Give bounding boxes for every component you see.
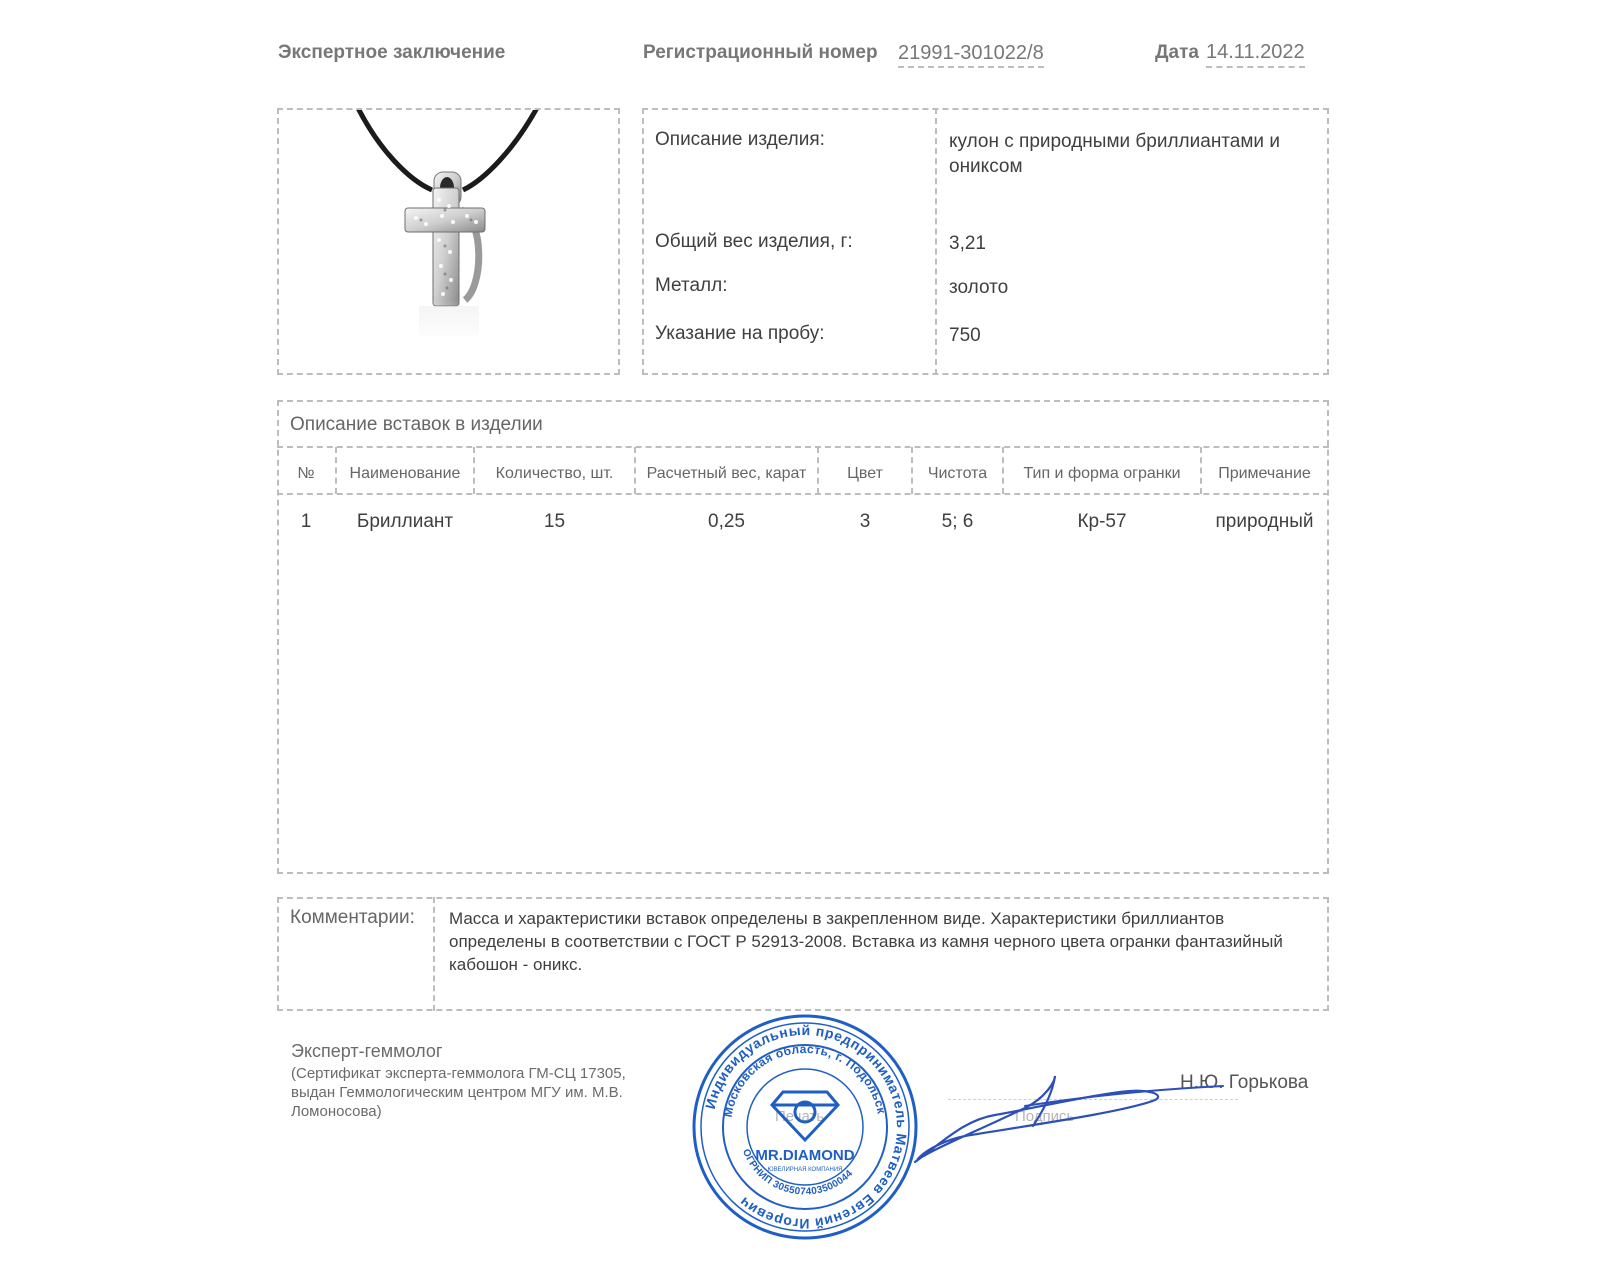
cross-pendant-image <box>279 110 618 373</box>
svg-text:Индивидуальный предприниматель: Индивидуальный предприниматель Матвеев Евгений Игоревич <box>701 1021 911 1233</box>
table-cell-cut: Кр-57 <box>1077 511 1127 532</box>
svg-text:ЮВЕЛИРНАЯ КОМПАНИЯ: ЮВЕЛИРНАЯ КОМПАНИЯ <box>767 1167 843 1173</box>
item-weight-value: 3,21 <box>949 233 986 254</box>
column-header-cut: Тип и форма огранки <box>1023 465 1181 482</box>
column-header-note: Примечание <box>1218 465 1311 482</box>
comments-divider <box>433 897 435 1011</box>
item-hallmark-label: Указание на пробу: <box>655 323 825 344</box>
item-description-value: кулон с природными бриллиантами и ониксом <box>949 131 1280 177</box>
item-description-label: Описание изделия: <box>655 129 825 150</box>
comments-label: Комментарии: <box>290 907 415 928</box>
item-weight-label: Общий вес изделия, г: <box>655 231 853 252</box>
registration-number-value: 21991-301022/8 <box>898 42 1044 68</box>
column-header-name: Наименование <box>349 465 461 482</box>
table-cell-quantity: 15 <box>543 511 566 532</box>
signature-label: Подпись <box>1015 1108 1075 1125</box>
column-header-number: № <box>297 465 315 482</box>
table-cell-color: 3 <box>859 511 871 532</box>
table-cell-weight: 0,25 <box>708 511 745 532</box>
expert-certificate-note: (Сертификат эксперта-геммолога ГМ-СЦ 17305, выдан Геммологическим центром МГУ им. М.В. Ломоносова) <box>291 1065 626 1120</box>
item-metal-value: золото <box>949 277 1009 298</box>
expert-title: Эксперт-геммолог <box>291 1041 443 1061</box>
column-header-weight: Расчетный вес, карат <box>646 465 807 482</box>
handwritten-signature <box>905 1070 1245 1170</box>
comments-text: Масса и характеристики вставок определены в закрепленном виде. Характеристики бриллиантов определены в соответствии с ГОСТ Р 52913-2008. Вставка из камня черного цвета огранки фантазийный кабошон - оникс. <box>449 909 1283 974</box>
column-header-quantity: Количество, шт. <box>495 465 614 482</box>
item-metal-label: Металл: <box>655 275 728 296</box>
table-header-bottom-line <box>277 493 1329 495</box>
item-hallmark-value: 750 <box>949 325 981 346</box>
product-photo <box>277 108 620 375</box>
svg-text:MR.DIAMOND: MR.DIAMOND <box>755 1147 855 1164</box>
table-cell-name: Бриллиант <box>356 511 454 532</box>
inserts-table-title: Описание вставок в изделии <box>290 414 543 435</box>
table-header-top-line <box>277 446 1329 448</box>
column-header-clarity: Чистота <box>927 465 988 482</box>
registration-number-label: Регистрационный номер <box>643 42 878 63</box>
item-description-divider <box>935 108 937 375</box>
company-seal <box>690 1012 920 1242</box>
expert-name: Н.Ю. Горькова <box>1180 1072 1309 1093</box>
svg-text:ОГРНИП 305507403500044: ОГРНИП 305507403500044 <box>739 1147 856 1198</box>
table-cell-number: 1 <box>300 511 312 532</box>
date-value: 14.11.2022 <box>1206 41 1305 68</box>
stamp-label: Печать <box>775 1108 825 1125</box>
date-label: Дата <box>1155 42 1199 63</box>
table-cell-note: природный <box>1215 511 1314 532</box>
table-cell-clarity: 5; 6 <box>941 511 974 532</box>
document-title: Экспертное заключение <box>278 42 506 63</box>
svg-text:Московская область, г. Подольс: Московская область, г. Подольск <box>720 1041 889 1119</box>
column-header-color: Цвет <box>847 465 883 482</box>
